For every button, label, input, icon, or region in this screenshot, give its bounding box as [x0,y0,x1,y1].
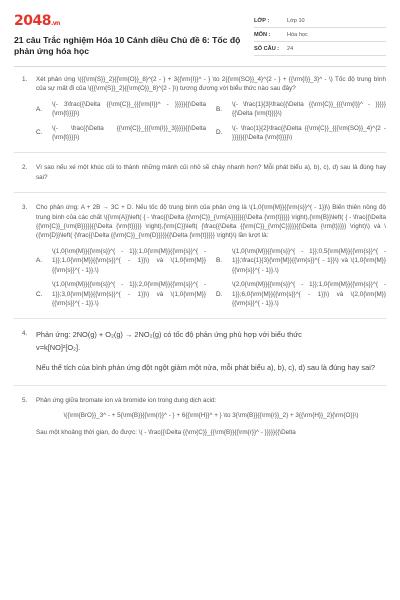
option-a[interactable] [36,247,206,275]
question-number: 1. [22,76,28,83]
question-text-line1: Phản ứng: 2NO(g) + O₂(g) → 2NO₂(g) có tốc độ phản ứng phù hợp với biểu thức [36,330,302,340]
question-divider [14,152,386,153]
meta-key: LỚP : [254,17,270,24]
question-4 [14,329,386,374]
option-label: B. [216,257,223,265]
question-1 [14,75,386,142]
header-left [14,14,252,66]
document-header [14,0,386,66]
meta-key: MÔN : [254,31,271,38]
site-logo[interactable] [14,14,252,31]
option-label: C. [36,129,43,137]
question-3 [14,203,386,308]
question-text-para: Nếu thể tích của bình phản ứng đột ngột giảm một nửa, mỗi phát biểu a), b), c), d) sau là đúng hay sai? [36,363,375,373]
meta-row-class [254,14,386,28]
option-text: \(1,0{\rm{M}}{{\rm{s}}^{ - 1}};2,0{\rm{M}}{{\rm{s}}^{ - 1}};3,0{\rm{M}}{{\rm{s}}^{ - 1}}\) và \(1,0{\rm{M}}{{\rm{s}}^{ - 1}}.\) [52,281,206,307]
question-body [36,203,386,308]
option-text: \(- \frac{1}{2}\frac{{\Delta {{\rm{C}}_{{{\rm{SO}}_4}^{2 - }}}}}{{\Delta {\rm{t}}}}\) [232,124,386,142]
option-c[interactable] [36,124,206,143]
header-divider [14,66,386,67]
question-number: 5. [22,396,28,404]
option-label: C. [36,290,43,298]
options-grid [36,100,386,143]
option-label: B. [216,105,223,113]
options-grid [36,247,386,308]
option-a[interactable] [36,100,206,119]
option-label: A. [36,257,43,265]
question-number: 4. [22,330,28,338]
option-c[interactable] [36,280,206,308]
question-text: Vì sao nếu xé một khúc củi to thành những mảnh củi nhỏ sẽ cháy nhanh hơn? Mỗi phát biểu a), b), c), d) sau là đúng hay sai? [36,164,386,181]
meta-key: SỐ CÂU : [254,45,280,52]
option-label: D. [216,129,223,137]
option-d[interactable] [216,280,386,308]
option-b[interactable] [216,100,386,119]
logo-suffix: .vn [50,20,60,27]
meta-row-subject [254,28,386,42]
option-text: \(1,0{\rm{M}}{{\rm{s}}^{ - 1}};0,5{\rm{M}}{{\rm{s}}^{ - 1}};\frac{1}{3}{\rm{M}}{{\rm{s}}^{ - 1}}\) và \(1,0{\rm{M}}{{\rm{s}}^{ - 1}}.\) [232,247,386,274]
meta-value: 24 [287,45,294,52]
question-text: Phản ứng giữa bromate ion và bromide ion trong dung dịch acid: [36,396,217,404]
option-text: \(- 3\frac{{\Delta {{\rm{C}}_{{{\rm{I}}^ - }}}}}{{\Delta {\rm{t}}}}\) [52,100,206,118]
meta-table [254,14,386,66]
logo-main: 2048 [14,13,51,29]
question-body [36,329,386,374]
meta-value: Lớp 10 [287,17,305,24]
question-body [36,75,386,142]
page-title: 21 câu Trắc nghiệm Hóa 10 Cánh diều Chủ đề 6: Tốc độ phản ứng hóa học [14,35,241,56]
option-b[interactable] [216,247,386,275]
option-d[interactable] [216,124,386,143]
question-number: 3. [22,204,28,212]
question-divider [14,318,386,319]
option-label: D. [216,290,223,298]
question-2 [14,163,386,182]
meta-value: Hóa học [287,31,308,38]
question-divider [14,192,386,193]
meta-row-count [254,42,386,56]
question-text: Cho phản ứng: A + 2B → 3C + D. Nếu tốc độ trung bình của phản ứng là \(1,0{\rm{M}}{{\rm{s}}^{ - 1}}\) Biến thiên nồng độ trung bình của các chất \({\rm{A}}\left( { - \frac{{\Delta {{\rm{C}}_{\rm{A}}}}}{{\Delta {\rm{t}}}}} \right),{\rm{B}}\left( { - \frac{{\Delta {{\rm{C}}_{\rm{B}}}}}{{\Delta {\rm{t}}}}} \right),{\rm{C}}\left( {\frac{{\Delta {{\rm{C}}_{\rm{C}}}}}{{\Delta {\rm{t}}}}} \right)\) và \({\rm{D}}\left( {\frac{{\Delta {{\rm{C}}_{\rm{D}}}}}{{\Delta {\rm{t}}}}} \right)\) lần lượt là: [36,204,386,240]
option-label: A. [36,105,43,113]
question-text: Xét phản ứng \({{\rm{S}}_2}{{\rm{O}}_8}^{2 - } + 3{{\rm{I}}^ - } \to 2{{\rm{SO}}_4}^{2 - } + {{\rm{I}}_3}^ - \) Tốc độ trung bình của sự mất đi của \({{\rm{S}}_2}{{\rm{O}}_8}^{2 - }\) tương đương với biểu thức nào sau đây? [36,76,386,93]
question-divider [14,385,386,386]
question-text-line2: v=k[NO]²[O₂]. [36,342,81,352]
question-equation: \({\rm{BrO}}_3^ - + 5{\rm{B}}{{\rm{r}}^ - } + 6{{\rm{H}}^ + } \to 3{\rm{B}}{{\rm{r}}_2} + 3{{\rm{H}}_2}{\rm{O}}\) [63,411,359,419]
option-text: \(1,0{\rm{M}}{{\rm{s}}^{ - 1}};1,0{\rm{M}}{{\rm{s}}^{ - 1}};1,0{\rm{M}}{{\rm{s}}^{ - 1}}\) và \(1,0{\rm{M}}{{\rm{s}}^{ - 1}}.\) [52,247,206,274]
question-body [36,163,386,182]
question-body [36,396,386,438]
question-5 [14,396,386,438]
option-text: \(2,0{\rm{M}}{{\rm{s}}^{ - 1}};1,0{\rm{M}}{{\rm{s}}^{ - 1}};6,0{\rm{M}}{{\rm{s}}^{ - 1}}\) và \(2,0{\rm{M}}{{\rm{s}}^{ - 1}}.\) [232,281,386,307]
option-text: \(- \frac{1}{3}\frac{{\Delta {{\rm{C}}_{{{\rm{I}}^ - }}}}}{{\Delta {\rm{t}}}}\) [232,100,386,118]
question-number: 2. [22,164,28,172]
question-text-after: Sau một khoảng thời gian, đo được: \( - \frac{{\Delta {{\rm{C}}_{{\rm{B}}{{\rm{r}}^ - }}}}}{{\Delta [36,429,296,437]
option-text: \(- \frac{{\Delta {{\rm{C}}_{{{\rm{I}}_3}}}}}{{\Delta {\rm{t}}}}\) [52,124,206,142]
